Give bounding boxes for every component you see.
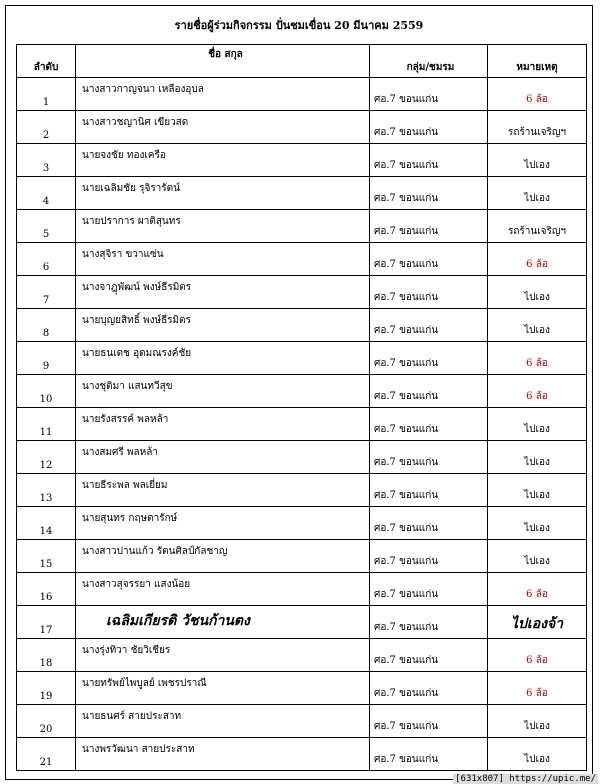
participant-name: นายปราการ ผาติสุนทร: [76, 210, 370, 243]
participant-group: ศอ.7 ขอนแก่น: [370, 144, 488, 177]
row-number: 13: [17, 474, 76, 507]
table-row: [17, 276, 587, 309]
header-group: กลุ่ม/ชมรม: [370, 45, 488, 78]
participant-name: นายธนศร์ สายประสาท: [76, 705, 370, 738]
participant-group: ศอ.7 ขอนแก่น: [370, 243, 488, 276]
participant-group: ศอ.7 ขอนแก่น: [370, 375, 488, 408]
table-row: [17, 573, 587, 606]
table-row: [17, 474, 587, 507]
participant-group: ศอ.7 ขอนแก่น: [370, 441, 488, 474]
table-row: [17, 672, 587, 705]
participant-group: ศอ.7 ขอนแก่น: [370, 573, 488, 606]
row-number: 18: [17, 639, 76, 672]
participant-group: ศอ.7 ขอนแก่น: [370, 507, 488, 540]
participant-group: ศอ.7 ขอนแก่น: [370, 111, 488, 144]
participant-group: ศอ.7 ขอนแก่น: [370, 540, 488, 573]
table-header-row: [17, 45, 587, 78]
participant-note: 6 ล้อ: [488, 243, 587, 276]
table-row: [17, 606, 587, 639]
header-no: ลำดับ: [17, 45, 76, 78]
participant-note: ไปเอง: [488, 441, 587, 474]
table-row: [17, 639, 587, 672]
participant-note: 6 ล้อ: [488, 639, 587, 672]
table-row: [17, 342, 587, 375]
participant-name: นางจาฎุพัฒน์ พงษ์ธีรมิตร: [76, 276, 370, 309]
participant-group: ศอ.7 ขอนแก่น: [370, 639, 488, 672]
table-row: [17, 375, 587, 408]
participant-note: ไปเอง: [488, 408, 587, 441]
table-row: [17, 540, 587, 573]
table-row: [17, 210, 587, 243]
table-row: [17, 243, 587, 276]
participant-note: ไปเอง: [488, 474, 587, 507]
row-number: 21: [17, 738, 76, 771]
table-row: [17, 177, 587, 210]
participant-note: 6 ล้อ: [488, 78, 587, 111]
participant-name: นางสาวกาญจนา เหลืองอุบล: [76, 78, 370, 111]
participant-note: ไปเอง: [488, 738, 587, 771]
table-row: [17, 309, 587, 342]
participant-name: นางสุจิรา ขวาแซ่น: [76, 243, 370, 276]
participant-note: 6 ล้อ: [488, 342, 587, 375]
participant-name: เฉลิมเกียรติ วัชนก้านตง: [76, 606, 370, 639]
participant-name: นายทรัพย์ไพบูลย์ เพชรปราณี: [76, 672, 370, 705]
participant-note: ไปเอง: [488, 507, 587, 540]
participant-name: นายบุญยสิทธิ์ พงษ์ธีรมิตร: [76, 309, 370, 342]
participant-group: ศอ.7 ขอนแก่น: [370, 78, 488, 111]
table-row: [17, 738, 587, 771]
participant-name: นายจงชัย ทองเครือ: [76, 144, 370, 177]
participant-name: นางสาวชญานิศ เขียวสด: [76, 111, 370, 144]
row-number: 14: [17, 507, 76, 540]
participant-name: นางรุ่งทิวา ชัยวิเชียร: [76, 639, 370, 672]
participant-group: ศอ.7 ขอนแก่น: [370, 408, 488, 441]
participant-name: นางสมศรี พลหล้า: [76, 441, 370, 474]
row-number: 5: [17, 210, 76, 243]
row-number: 20: [17, 705, 76, 738]
participant-note: ไปเอง: [488, 144, 587, 177]
image-host-watermark: [631x807] https://upic.me/: [455, 774, 596, 784]
table-body: [17, 78, 587, 771]
participant-note: รถร้านเจริญฯ: [488, 111, 587, 144]
participant-group: ศอ.7 ขอนแก่น: [370, 705, 488, 738]
participant-note: 6 ล้อ: [488, 573, 587, 606]
participant-note: 6 ล้อ: [488, 375, 587, 408]
row-number: 4: [17, 177, 76, 210]
row-number: 7: [17, 276, 76, 309]
participant-note: ไปเอง: [488, 276, 587, 309]
row-number: 15: [17, 540, 76, 573]
row-number: 12: [17, 441, 76, 474]
participant-group: ศอ.7 ขอนแก่น: [370, 177, 488, 210]
document-title: รายชื่อผู้ร่วมกิจกรรม ปั่นชมเขื่อน 20 มีนาคม 2559: [174, 19, 424, 32]
row-number: 17: [17, 606, 76, 639]
participant-group: ศอ.7 ขอนแก่น: [370, 210, 488, 243]
row-number: 11: [17, 408, 76, 441]
row-number: 16: [17, 573, 76, 606]
participant-note: ไปเองจ้า: [488, 606, 587, 639]
participant-name: นางสาวสุจรรยา แสงน้อย: [76, 573, 370, 606]
participant-name: นางชุติมา แสนทวีสุข: [76, 375, 370, 408]
participant-group: ศอ.7 ขอนแก่น: [370, 474, 488, 507]
participant-group: ศอ.7 ขอนแก่น: [370, 738, 488, 771]
participant-name: นายสุนทร กฤษดารักษ์: [76, 507, 370, 540]
row-number: 19: [17, 672, 76, 705]
participant-name: นายเฉลิมชัย รุจิรารัตน์: [76, 177, 370, 210]
participant-group: ศอ.7 ขอนแก่น: [370, 672, 488, 705]
participant-note: ไปเอง: [488, 309, 587, 342]
document-page: [5, 5, 593, 780]
table-row: [17, 441, 587, 474]
participant-name: นางพรวัฒนา สายประสาท: [76, 738, 370, 771]
row-number: 6: [17, 243, 76, 276]
participant-group: ศอ.7 ขอนแก่น: [370, 276, 488, 309]
table-row: [17, 408, 587, 441]
table-row: [17, 705, 587, 738]
participant-note: ไปเอง: [488, 540, 587, 573]
participant-group: ศอ.7 ขอนแก่น: [370, 342, 488, 375]
participant-note: 6 ล้อ: [488, 672, 587, 705]
row-number: 10: [17, 375, 76, 408]
participant-note: ไปเอง: [488, 177, 587, 210]
row-number: 8: [17, 309, 76, 342]
participants-table: [16, 44, 587, 771]
table-row: [17, 507, 587, 540]
header-note: หมายเหตุ: [488, 45, 587, 78]
row-number: 9: [17, 342, 76, 375]
header-name: ชื่อ สกุล: [76, 45, 370, 78]
table-row: [17, 78, 587, 111]
participant-name: นายธนเดช อุดมณรงค์ชัย: [76, 342, 370, 375]
participant-name: นายธีระพล พลเยี่ยม: [76, 474, 370, 507]
participant-name: นางสาวปานแก้ว รัตนศิลป์กัลชาญ: [76, 540, 370, 573]
table-row: [17, 111, 587, 144]
table-row: [17, 144, 587, 177]
row-number: 3: [17, 144, 76, 177]
participant-note: รถร้านเจริญฯ: [488, 210, 587, 243]
participant-group: ศอ.7 ขอนแก่น: [370, 606, 488, 639]
row-number: 1: [17, 78, 76, 111]
participant-name: นายรังสรรค์ พลหล้า: [76, 408, 370, 441]
participant-note: ไปเอง: [488, 705, 587, 738]
row-number: 2: [17, 111, 76, 144]
participant-group: ศอ.7 ขอนแก่น: [370, 309, 488, 342]
